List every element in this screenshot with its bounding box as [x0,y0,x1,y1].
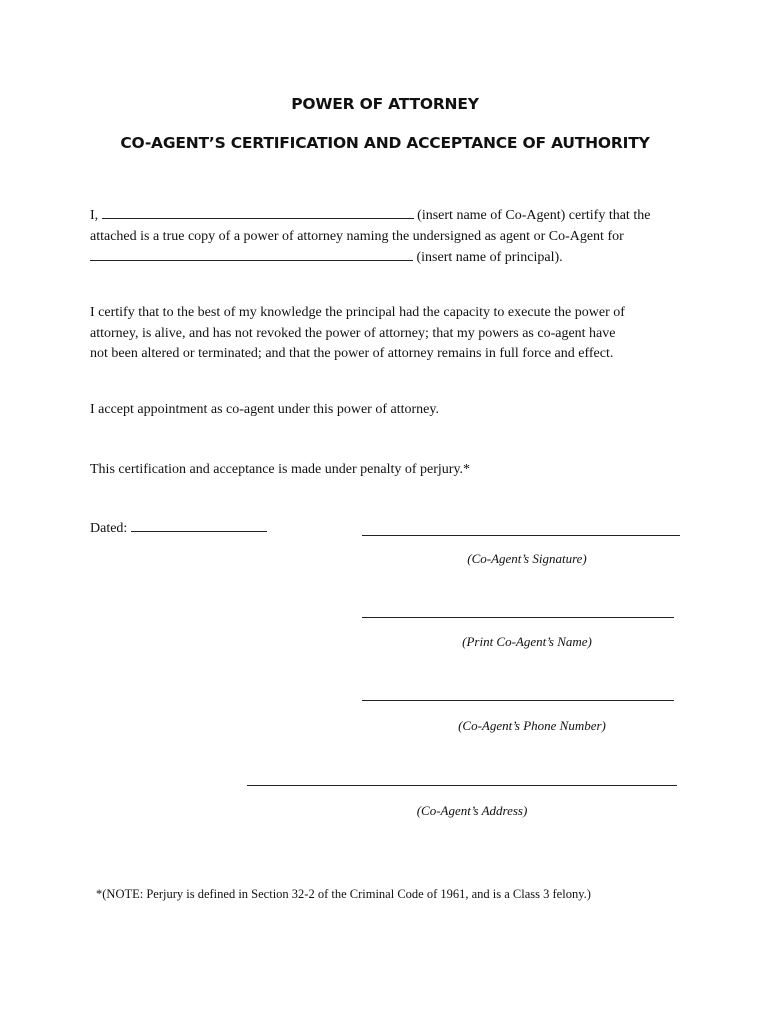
para1-after-name: (insert name of Co-Agent) certify that the [417,208,651,223]
print-name-line[interactable] [362,617,674,618]
para1-after-principal: (insert name of principal). [416,250,563,265]
para1-line2: attached is a true copy of a power of attorney naming the undersigned as agent or Co-Agent for [90,228,624,244]
principal-name-blank[interactable] [90,247,413,261]
document-subtitle: CO-AGENT’S CERTIFICATION AND ACCEPTANCE OF AUTHORITY [120,134,650,152]
acceptance-paragraph: I accept appointment as co-agent under this power of attorney. [90,402,439,417]
date-blank[interactable] [131,518,267,532]
para2-line1: I certify that to the best of my knowledge the principal had the capacity to execute the power of [90,305,625,320]
signature-caption: (Co-Agent’s Signature) [467,551,587,566]
dated-field [90,518,267,537]
para2-line3: not been altered or terminated; and that the power of attorney remains in full force and effect. [90,346,614,361]
certification-paragraph [90,205,690,269]
para2-line2: attorney, is alive, and has not revoked the power of attorney; that my powers as co-agent have [90,325,616,341]
signature-line[interactable] [362,535,680,536]
para1-prefix: I, [90,208,99,223]
address-caption: (Co-Agent’s Address) [416,803,528,818]
address-line[interactable] [247,785,677,786]
capacity-paragraph [90,303,690,365]
perjury-paragraph: This certification and acceptance is made under penalty of perjury.* [90,462,471,477]
phone-caption: (Co-Agent’s Phone Number) [458,718,606,733]
dated-label: Dated: [90,521,128,536]
perjury-note: *(NOTE: Perjury is defined in Section 32-2 of the Criminal Code of 1961, and is a Class 3 felony.) [96,887,591,901]
print-name-caption: (Print Co-Agent’s Name) [462,634,592,649]
para1-line1 [90,205,690,227]
co-agent-name-blank[interactable] [102,205,414,219]
phone-line[interactable] [362,700,674,701]
document-title: POWER OF ATTORNEY [291,95,479,113]
para1-line3 [90,247,690,269]
